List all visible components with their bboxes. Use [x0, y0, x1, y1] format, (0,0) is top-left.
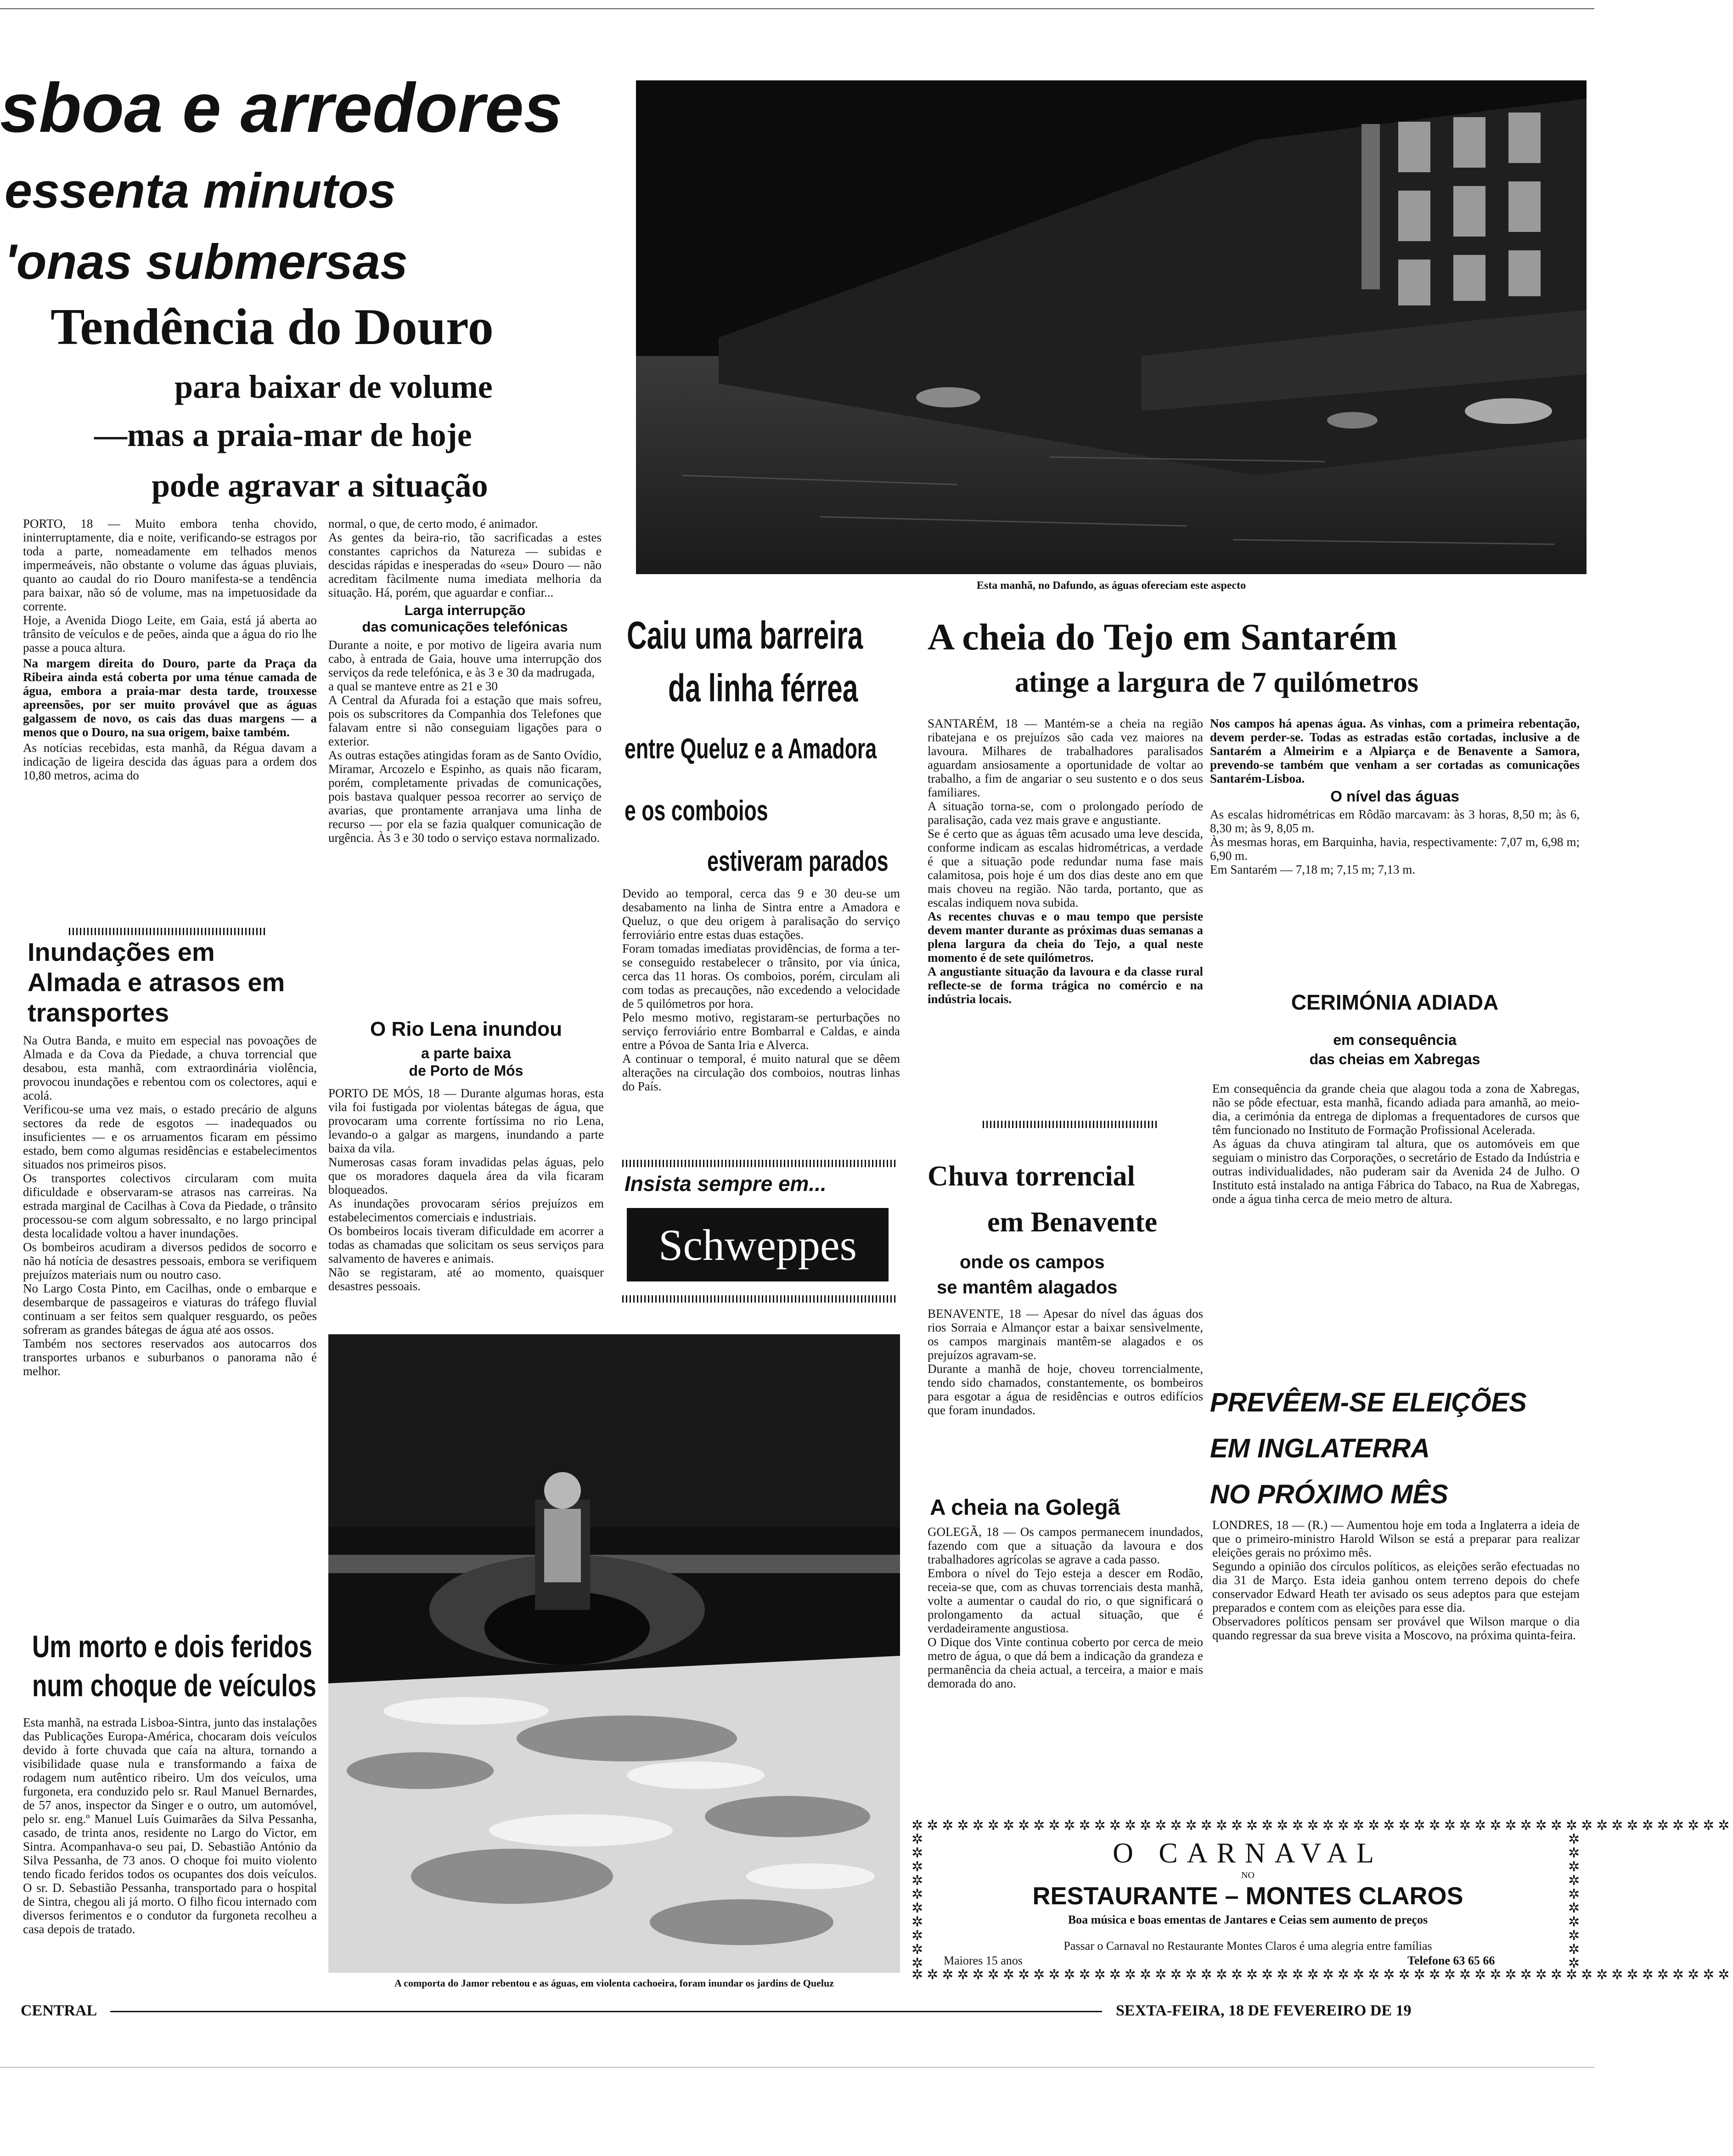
tejo-title-1: A cheia do Tejo em Santarém — [928, 616, 1397, 658]
douro-col-1 — [23, 517, 317, 782]
ad-separator-bottom — [622, 1295, 898, 1303]
carnaval-no: NO — [1241, 1870, 1255, 1880]
telephone-subhead: Larga interrupção das comunicações telefónicas — [362, 602, 568, 635]
schweppes-logo-box — [627, 1208, 889, 1281]
golega-body: GOLEGÃ, 18 — Os campos permanecem inundados, fazendo com que a situação da lavoura e dos trabalhadores agrícolas se agrave a cada passo. Embora o nível do Tejo esteja a descer em Rodão, receia-se que, com as chuvas torrenciais desta manhã, volte a aumentar o caudal do rio, o que significará o prolongamento da actual situação, que é verdadeiramente angustiosa. O Dique dos Vinte continua coberto por cerca de meio metro de água, o que dá bem a indicação da grandeza e permanência da cheia actual, a terceira, a maior e mais demorada do ano. — [928, 1525, 1203, 1690]
douro-paragraph-2: As notícias recebidas, esta manhã, da Régua davam a indicação de ligeira descida das águas para a ordem dos 10,80 metros, acima do — [23, 741, 317, 782]
benavente-article — [928, 1307, 1203, 1417]
benavente-sub-1: onde os campos — [960, 1252, 1105, 1272]
douro-paragraph-1: PORTO, 18 — Muito embora tenha chovido, ininterruptamente, dia e noite, verificando-se estragos por toda a parte, nomeadamente em telhados menos impermeáveis, não obstante o volume das águas pluviais, quanto ao caudal do rio Douro manifesta-se a tendência para baixar, não só de volume, mas na impetuosidade da corrente. Hoje, a Avenida Diogo Leite, em Gaia, está já aberta ao trânsito de veículos e de peões, ainda que a água do rio lhe passe a pouca altura. — [23, 517, 317, 655]
benavente-body: BENAVENTE, 18 — Apesar do nível das águas dos rios Sorraia e Almançor estar a baixar sensìvelmente, os campos marginais mantêm-se alagados e os prejuízos agravam-se. Durante a manhã de hoje, choveu torrencialmente, tendo sido chamados, constantemente, os bombeiros para esgotar a água de residências e outros edifícios que foram inundados. — [928, 1307, 1203, 1417]
golega-title: A cheia na Golegã — [930, 1496, 1120, 1520]
photo-jamor-caption: A comporta do Jamor rebentou e as águas, em violenta cachoeira, foram inundar os jardins de Queluz — [394, 1977, 834, 1989]
top-rule — [0, 8, 1594, 9]
lena-article — [328, 1086, 604, 1293]
douro-paragraph-bold: Na margem direita do Douro, parte da Praça da Ribeira ainda está coberta por uma ténue camada de água, embora a praia-mar desta tarde, trouxesse apreensões, por ser muito provável que as águas galgassem de novo, os cais das duas margens — a menos que o Douro, na sua origem, baixe também. — [23, 656, 317, 739]
carnaval-line-1: Boa música e boas ementas de Jantares e Ceias sem aumento de preços — [1068, 1913, 1428, 1926]
schweppes-tagline: Insista sempre em... — [625, 1172, 827, 1196]
subhead-douro-3: pode agravar a situação — [152, 467, 488, 504]
headline-lisboa: sboa e arredores — [0, 69, 563, 147]
cerimonia-sub-1: em consequência — [1333, 1032, 1457, 1048]
barreira-article — [622, 886, 900, 1093]
lena-sub-1: a parte baixa — [421, 1045, 511, 1061]
photo-jamor-image — [328, 1334, 900, 1973]
cerimonia-article — [1212, 1082, 1580, 1206]
lena-sub-2: de Porto de Mós — [409, 1062, 523, 1079]
tejo-col-1 — [928, 717, 1203, 1006]
footer-date: SEXTA-FEIRA, 18 DE FEVEREIRO DE 19 — [1116, 2002, 1412, 2019]
tejo-separator — [983, 1121, 1157, 1128]
lena-body: PORTO DE MÓS, 18 — Durante algumas horas, esta vila foi fustigada por violentas bátegas de água, que provocaram uma corrente fortíssima no rio Lena, levando-o a galgar as margens, inundando a parte baixa da vila. Numerosas casas foram invadidas pelas águas, pelo que os moradores daquela área da vila ficaram bloqueados. As inundações provocaram sérios prejuízos em estabelecimentos comerciais e industriais. Os bombeiros locais tiveram dificuldade em acorrer a todas as chamadas que solicitam os seus serviços para salvamento de haveres e animais. Não se registaram, até ao momento, quaisquer desastres pessoais. — [328, 1086, 604, 1293]
benavente-sub-2: se mantêm alagados — [937, 1277, 1118, 1298]
almada-body: Na Outra Banda, e muito em especial nas povoações de Almada e da Cova da Piedade, a chuva torrencial que desabou, esta manhã, com extraordinária violência, provocou inundações e rebentou com os colectores, aqui e acolá. Verificou-se uma vez mais, o estado precário de alguns sectores da rede de esgotos — inadequados ou insuficientes — e os arruamentos ficaram em péssimo estado, bem como algumas residências e estabelecimentos situados nos primeiros pisos. Os transportes colectivos circularam com muita dificuldade e observaram-se atrasos nas carreiras. Na estrada marginal de Cacilhas à Cova da Piedade, o trânsito processou-se com algum sobressalto, e no largo principal desta localidade voltou a haver inundações. Os bombeiros acudiram a diversos pedidos de socorro e não há notícia de desastres pessoais, embora se verifiquem prejuízos materiais num ou noutro caso. No Largo Costa Pinto, em Cacilhas, onde o embarque e desembarque de passageiros e viaturas do tráfego fluvial continuam a ser feitos sem qualquer resguardo, os peões sofreram as grandes bátegas de água até aos ossos. Também nos sectores reservados aos autocarros dos transportes urbanos e suburbanos o panorama não é melhor. — [23, 1033, 317, 1378]
photo-dafundo — [636, 80, 1587, 574]
douro-col2-paragraph-1: normal, o que, de certo modo, é animador. As gentes da beira-rio, tão sacrificadas a estes constantes caprichos da Natureza — subidas e descidas rápidas e inesperadas do «seu» Douro — não acreditam fàcilmente numa imediata melhoria da situação. Há, porém, que aguardar e confiar... — [328, 517, 602, 599]
headline-sessenta-minutos: essenta minutos — [5, 163, 396, 218]
tejo-bold-2: Nos campos há apenas água. As vinhas, com a primeira rebentação, devem perder-se. Todas as estradas estão cortadas, inclusive a de Santarém a Almeirim e a Alpiarça e de Benavente a Samora, prevendo-se também que venham a ser cortadas as comunicações Santarém-Lisboa. — [1210, 717, 1580, 785]
barreira-body: Devido ao temporal, cerca das 9 e 30 deu-se um desabamento na linha de Sintra entre a Amadora e Queluz, o que deu origem à paralisação do serviço ferroviário entre estas duas estações. Foram tomadas imediatas providências, de forma a ter-se conseguido restabelecer o trânsito, por via única, cerca das 11 horas. Os comboios, porém, circulam ali com todas as precauções, não excedendo a velocidade de 5 quilómetros por hora. Pelo mesmo motivo, registaram-se perturbações no serviço ferroviário entre Bombarral e Caldas, e ainda entre a Póvoa de Santa Iria e Alverca. A continuar o temporal, é muito natural que se dêem alterações na circulação dos comboios, noutras linhas do País. — [622, 886, 900, 1093]
tejo-title-2: atinge a largura de 7 quilómetros — [1015, 667, 1418, 698]
barreira-title-2: da linha férrea — [668, 666, 858, 710]
lena-title: O Rio Lena inundou — [370, 1018, 562, 1040]
tejo-bold-1: As recentes chuvas e o mau tempo que persiste devem manter durante as próximas duas semanas a plena largura da cheia do Tejo, a qual neste momento é de sete quilómetros. A angustiante situação da lavoura e da classe rural reflecte-se de forma trágica no comércio e na indústria locais. — [928, 909, 1203, 1006]
subhead-douro-2: —mas a praia-mar de hoje — [94, 417, 472, 453]
golega-article — [928, 1525, 1203, 1690]
morto-title-2: num choque de veículos — [32, 1668, 316, 1703]
tejo-body-1: SANTARÉM, 18 — Mantém-se a cheia na região ribatejana e os prejuízos são cada vez maiores na lavoura. Milhares de trabalhadores paralisados aguardam ansiosamente a oportunidade de voltar ao trabalho, a fim de angariar o seu sustento e o dos seus familiares. A situação torna-se, com o prolongado período de paralisação, cada vez mais grave e angustiante. Se é certo que as águas têm acusado uma leve descida, conforme indicam as escalas hidrométricas, a verdade é que a situação pode redundar numa fase mais calamitosa, pois hoje é um dos dias deste ano em que mais choveu na região. Não tarda, portanto, que as escalas indiquem nova subida. — [928, 717, 1203, 909]
footer-section: CENTRAL — [21, 2002, 97, 2019]
eleicoes-title-2: EM INGLATERRA — [1210, 1434, 1430, 1463]
carnaval-line-2: Passar o Carnaval no Restaurante Montes Claros é uma alegria entre famílias — [1063, 1939, 1432, 1953]
carnaval-star-border-left: ✲ ✲ ✲ ✲ ✲ ✲ ✲ ✲ ✲ ✲ — [912, 1832, 927, 1971]
cerimonia-body: Em consequência da grande cheia que alagou toda a zona de Xabregas, não se pôde efectuar, esta manhã, ficando adiada para amanhã, ao meio-dia, a cerimónia da entrega de diplomas a frequentadores de cursos que têm funcionado no Instituto de Formação Profissional Acelerada. As águas da chuva atingiram tal altura, que os automóveis em que seguiam o ministro das Corporações, o secretário de Estado da Indústria e outras individualidades, não puderam sair da Avenida 24 de Julho. O Instituto está instalado na antiga Fábrica do Tabaco, na Rua de Xabregas, onde a água tinha cerca de meio metro de altura. — [1212, 1082, 1580, 1206]
tejo-body-2: As escalas hidrométricas em Rôdão marcavam: às 3 horas, 8,50 m; às 6, 8,30 m; às 9, 8,05 m. Às mesmas horas, em Barquinha, havia, respectivamente: 7,07 m, 6,98 m; 6,90 m. Em Santarém — 7,18 m; 7,15 m; 7,13 m. — [1210, 807, 1580, 876]
eleicoes-title-1: PREVÊEM-SE ELEIÇÕES — [1210, 1388, 1527, 1417]
ad-separator-top — [622, 1160, 898, 1167]
barreira-title-4: e os comboios — [625, 795, 768, 827]
barreira-title-3: entre Queluz e a Amadora — [625, 733, 877, 765]
almada-article — [23, 1033, 317, 1378]
eleicoes-title-3: NO PRÓXIMO MÊS — [1210, 1479, 1448, 1509]
photo-dafundo-image — [636, 80, 1587, 574]
cerimonia-sub-2: das cheias em Xabregas — [1309, 1051, 1480, 1067]
almada-title: Inundações em Almada e atrasos em transportes — [28, 937, 285, 1027]
carnaval-phone: Telefone 63 65 66 — [1407, 1954, 1495, 1967]
photo-jamor — [328, 1334, 900, 1973]
cerimonia-title: CERIMÓNIA ADIADA — [1291, 990, 1499, 1014]
tejo-col-2 — [1210, 717, 1580, 876]
carnaval-ad — [912, 1818, 1733, 1984]
benavente-title-2: em Benavente — [987, 1207, 1158, 1238]
photo-dafundo-caption: Esta manhã, no Dafundo, as águas ofereciam este aspecto — [976, 580, 1246, 592]
footer-rule — [110, 2011, 1102, 2012]
morto-title-1: Um morto e dois feridos — [32, 1629, 313, 1664]
barreira-title-5: estiveram parados — [707, 846, 889, 877]
carnaval-star-border-bottom: ✲✲✲✲✲✲✲✲✲✲✲✲✲✲✲✲✲✲✲✲✲✲✲✲✲✲✲✲✲✲✲✲✲✲✲✲✲✲✲✲✲✲✲✲✲✲✲✲✲✲✲✲✲✲ — [912, 1967, 1733, 1982]
carnaval-star-border-top: ✲✲✲✲✲✲✲✲✲✲✲✲✲✲✲✲✲✲✲✲✲✲✲✲✲✲✲✲✲✲✲✲✲✲✲✲✲✲✲✲✲✲✲✲✲✲✲✲✲✲✲✲✲✲ — [912, 1818, 1733, 1833]
carnaval-title: O CARNAVAL — [1113, 1838, 1383, 1869]
headline-zonas-submersas: 'onas submersas — [5, 234, 408, 289]
bottom-rule — [0, 2067, 1594, 2068]
carnaval-ages: Maiores 15 anos — [944, 1954, 1023, 1967]
schweppes-brand: Schweppes — [658, 1220, 857, 1270]
douro-col-2 — [328, 517, 602, 845]
separator-ticks — [69, 928, 266, 935]
subhead-douro-1: para baixar de volume — [174, 368, 493, 405]
morto-body: Esta manhã, na estrada Lisboa-Sintra, junto das instalações das Publicações Europa-América, chocaram dois veículos devido à forte chuvada que caía na altura, tornando a visibilidade quase nula e transformando a faixa de rodagem num autêntico ribeiro. Um dos veículos, uma furgoneta, era conduzido pelo sr. Raul Manuel Bernardes, de 57 anos, inspector da Singer e o outro, um automóvel, pelo sr. eng.º Manuel Luís Guimarães da Silva Pessanha, casado, de trinta anos, residente no Largo do Victor, em Sintra. Acompanhava-o seu pai, D. Sebastião António da Silva Pessanha, de 73 anos. O choque foi muito violento tendo ficado feridos todos os ocupantes dos dois veículos. O sr. D. Sebastião Pessanha, transportado para o hospital de Sintra, chegou ali já morto. O filho ficou internado com diversos ferimentos e o condutor da furgoneta recolheu a casa depois de tratado. — [23, 1716, 317, 1936]
morto-article — [23, 1716, 317, 1936]
eleicoes-body: LONDRES, 18 — (R.) — Aumentou hoje em toda a Inglaterra a ideia de que o primeiro-ministro Harold Wilson se está a preparar para realizar eleições gerais no próximo mês. Segundo a opinião dos círculos políticos, as eleições serão efectuadas no dia 31 de Março. Esta ideia ganhou ontem terreno depois do chefe conservador Edward Heath ter avisado os seus adeptos para que estejam preparados e contem com as eleições para esse dia. Observadores políticos pensam ser provável que Wilson marque o dia quando regressar da sua breve visita a Moscovo, na próxima quinta-feira. — [1212, 1518, 1580, 1642]
douro-col2-paragraph-2: Durante a noite, e por motivo de ligeira avaria num cabo, à entrada de Gaia, houve uma interrupção dos serviços da rede telefónica, e às 3 e 30 da madrugada, a qual se manteve entre as 21 e 30 A Central da Afurada foi a estação que mais sofreu, pois os subscritores da Companhia dos Telefones que falavam entre si não conseguiam ligações para o exterior. As outras estações atingidas foram as de Santo Ovídio, Miramar, Arcozelo e Espinho, as quais não ficaram, porém, completamente privadas de comunicações, pois bastava qualquer pessoa recorrer ao serviço de avarias, que prontamente arranjava uma linha de recurso — por ela se fazia qualquer comunicação de urgência. Às 3 e 30 todo o serviço estava normalizado. — [328, 638, 602, 845]
headline-douro: Tendência do Douro — [51, 299, 494, 356]
barreira-title-1: Caiu uma barreira — [627, 614, 863, 657]
eleicoes-article — [1212, 1518, 1580, 1642]
carnaval-star-border-right: ✲ ✲ ✲ ✲ ✲ ✲ ✲ ✲ ✲ ✲ — [1568, 1832, 1584, 1971]
benavente-title-1: Chuva torrencial — [928, 1161, 1135, 1192]
carnaval-restaurant: RESTAURANTE – MONTES CLAROS — [1032, 1882, 1463, 1910]
tejo-subhead: O nível das águas — [1330, 788, 1459, 805]
